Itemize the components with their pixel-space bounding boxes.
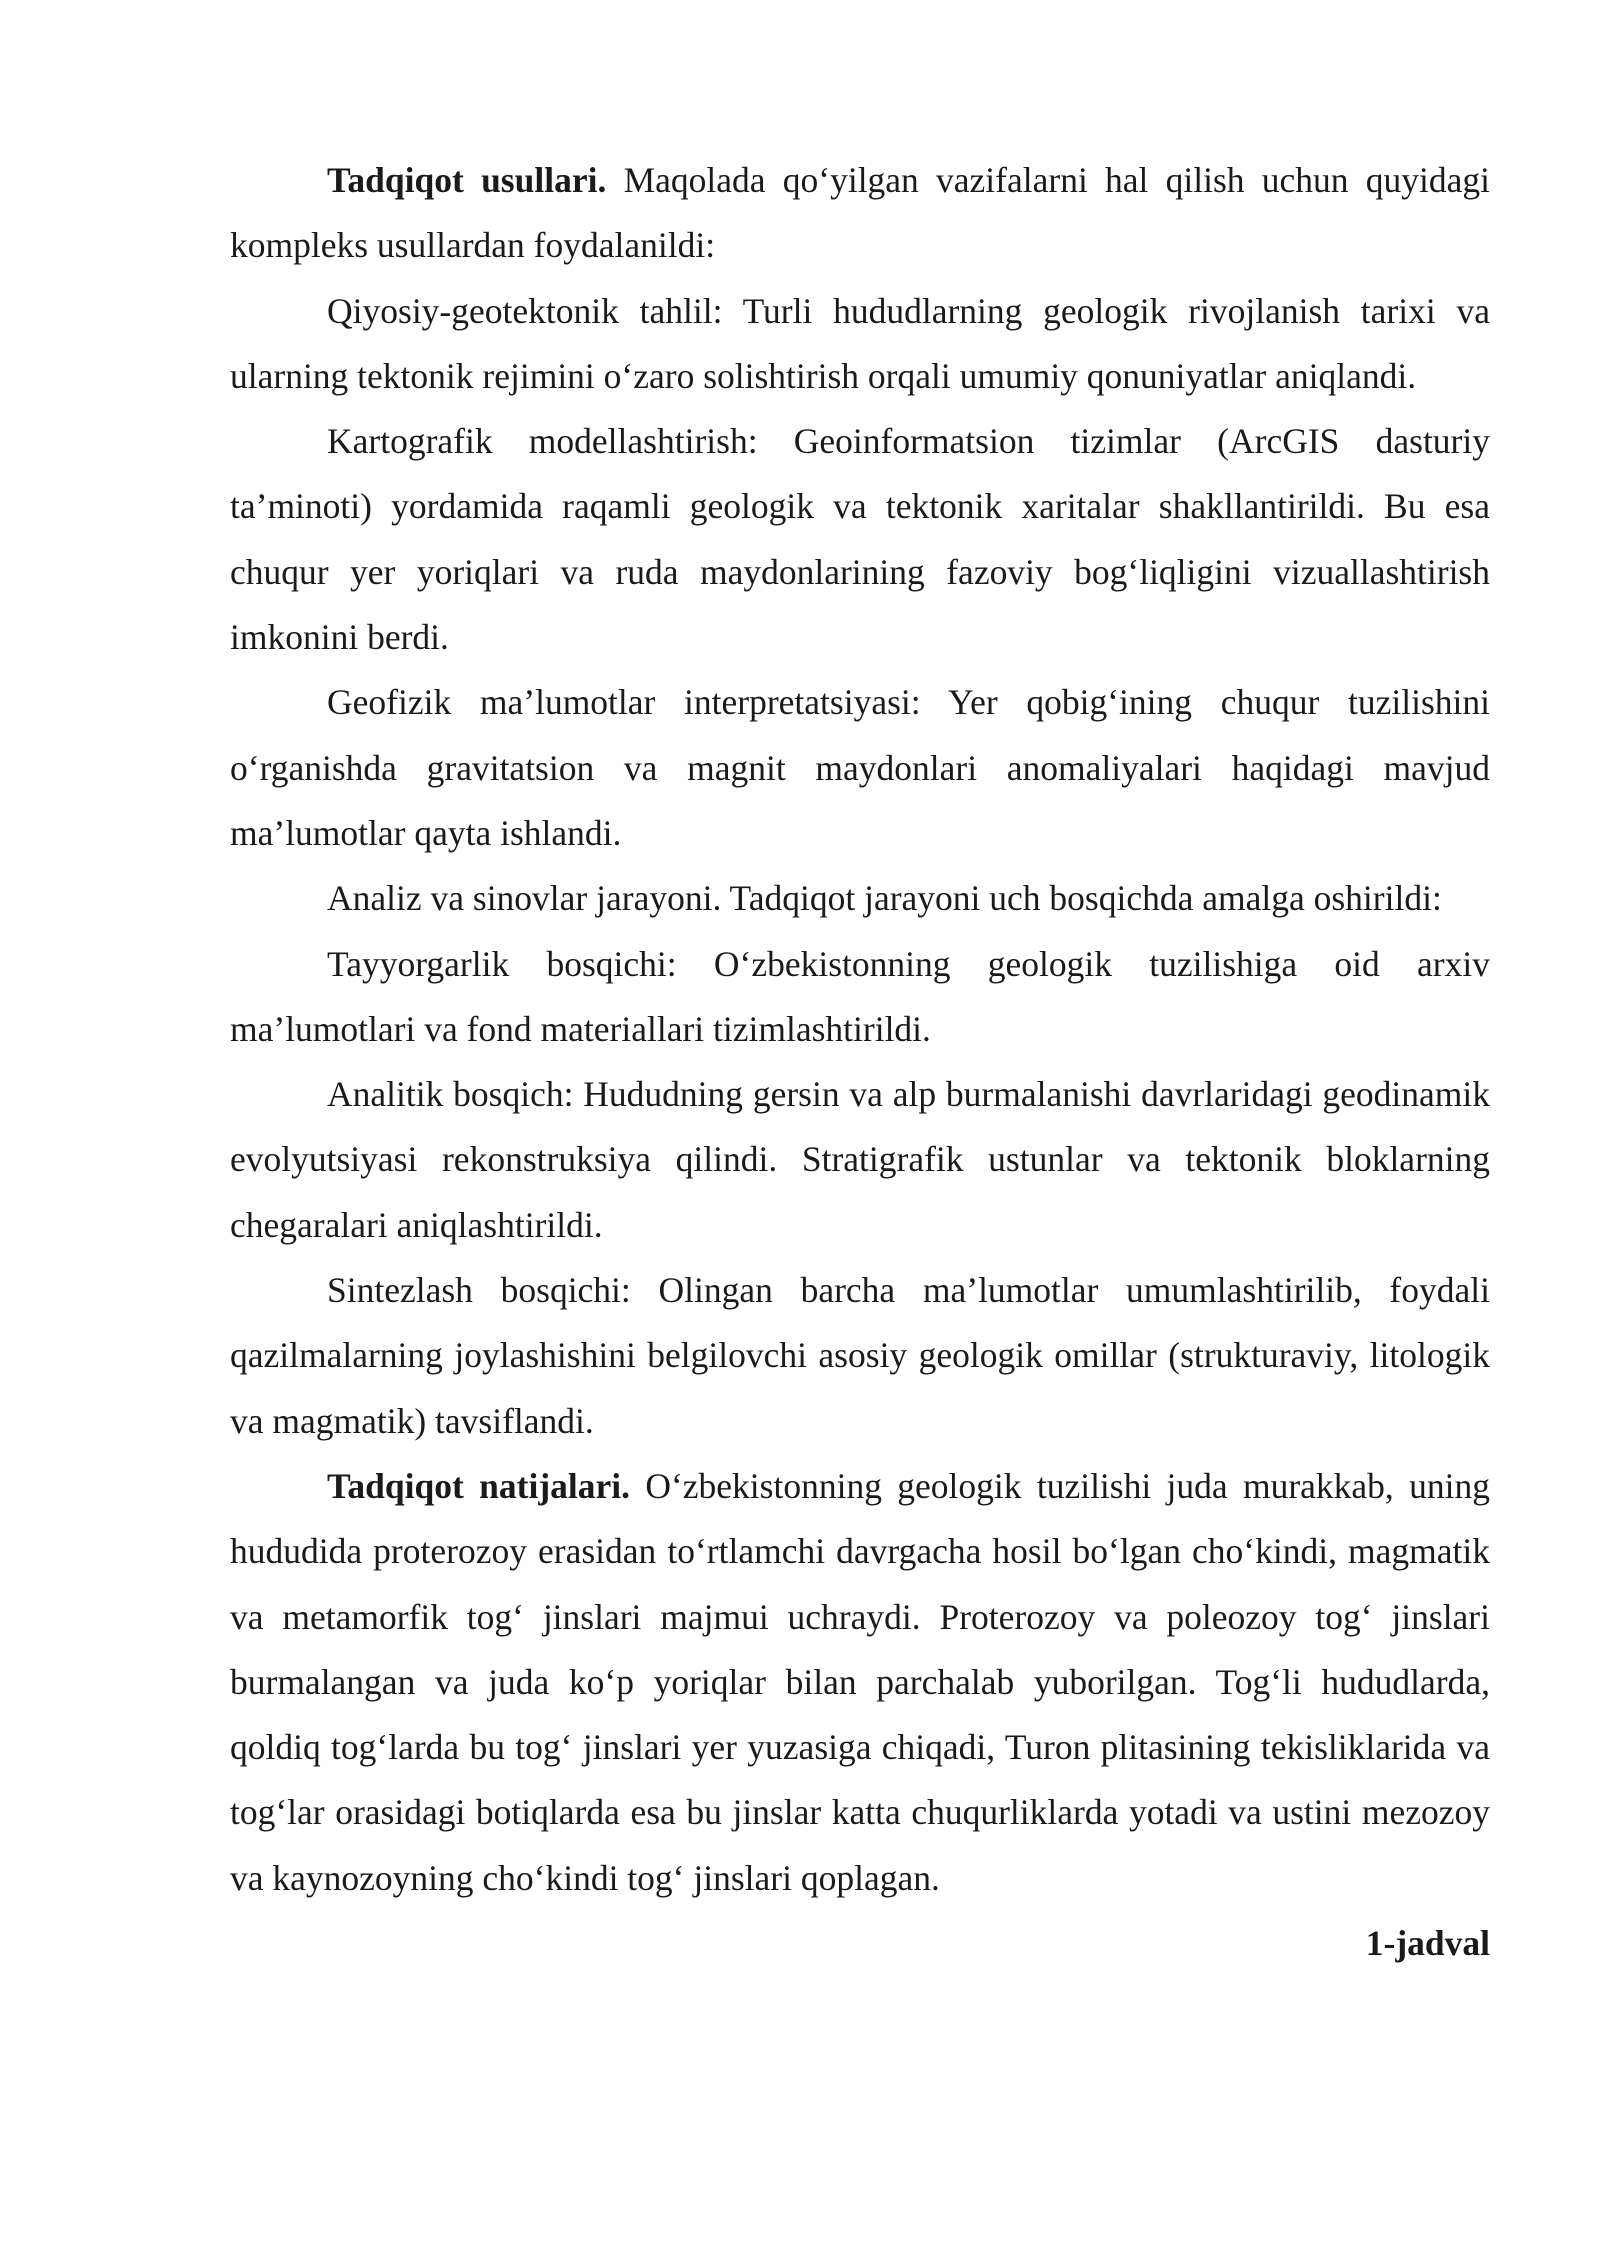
paragraph-text: O‘zbekistonning geologik tuzilishi juda murakkab, uning hududida proterozoy erasidan to‘rtlamchi davrgacha hosil bo‘lgan cho‘kindi, magmatik va metamorfik tog‘ jinslari majmui uchraydi. Proterozoy va poleozoy tog‘ jinslari burmalangan va juda ko‘p yoriqlar bilan parchalab yuborilgan. Tog‘li hududlarda, qoldiq tog‘larda bu tog‘ jinslari yer yuzasiga chiqadi, Turon plitasining tekisliklarida va tog‘lar orasidagi botiqlarda esa bu jinslar katta chuqurliklarda yotadi va ustini mezozoy va kaynozoyning cho‘kindi tog‘ jinslari qoplagan.	[230, 1465, 1490, 1898]
paragraph-research-methods	[230, 148, 1490, 279]
document-body	[230, 148, 1490, 1976]
paragraph-comparative-analysis	[230, 279, 1490, 410]
paragraph-text: Sintezlash bosqichi: Olingan barcha ma’lumotlar umumlashtirilib, foydali qazilmalarning joylashishini belgilovchi asosiy geologik omillar (strukturaviy, litologik va magmatik) tavsiflandi.	[230, 1270, 1490, 1441]
paragraph-preparation-stage	[230, 932, 1490, 1063]
paragraph-analysis-process	[230, 866, 1490, 931]
paragraph-research-results	[230, 1454, 1490, 1911]
paragraph-text: Kartografik modellashtirish: Geoinformatsion tizimlar (ArcGIS dasturiy ta’minoti) yordamida raqamli geologik va tektonik xaritalar shakllantirildi. Bu esa chuqur yer yoriqlari va ruda maydonlarining fazoviy bog‘liqligini vizuallashtirish imkonini berdi.	[230, 421, 1490, 658]
paragraph-synthesis-stage	[230, 1258, 1490, 1454]
paragraph-analytical-stage	[230, 1062, 1490, 1258]
heading-research-methods: Tadqiqot usullari.	[327, 160, 607, 200]
paragraph-geophysical-data	[230, 670, 1490, 866]
paragraph-text: Analitik bosqich: Hududning gersin va alp burmalanishi davrlaridagi geodinamik evolyutsiyasi rekonstruksiya qilindi. Stratigrafik ustunlar va tektonik bloklarning chegaralari aniqlashtirildi.	[230, 1074, 1490, 1245]
paragraph-cartographic-modeling	[230, 409, 1490, 670]
heading-research-results: Tadqiqot natijalari.	[327, 1465, 631, 1506]
paragraph-text: Analiz va sinovlar jarayoni. Tadqiqot jarayoni uch bosqichda amalga oshirildi:	[327, 878, 1442, 919]
table-label: 1-jadval	[1365, 1923, 1490, 1964]
paragraph-text: Geofizik ma’lumotlar interpretatsiyasi: Yer qobig‘ining chuqur tuzilishini o‘rganishda gravitatsion va magnit maydonlari anomaliyalari haqidagi mavjud ma’lumotlar qayta ishlandi.	[230, 682, 1490, 853]
paragraph-text: Maqolada qo‘yilgan vazifalarni hal qilish uchun quyidagi kompleks usullardan foydalanildi:	[230, 160, 1490, 266]
paragraph-text: Tayyorgarlik bosqichi: O‘zbekistonning geologik tuzilishiga oid arxiv ma’lumotlari va fond materiallari tizimlashtirildi.	[230, 943, 1490, 1049]
paragraph-text: Qiyosiy-geotektonik tahlil: Turli hududlarning geologik rivojlanish tarixi va ularning tektonik rejimini o‘zaro solishtirish orqali umumiy qonuniyatlar aniqlandi.	[230, 290, 1490, 396]
